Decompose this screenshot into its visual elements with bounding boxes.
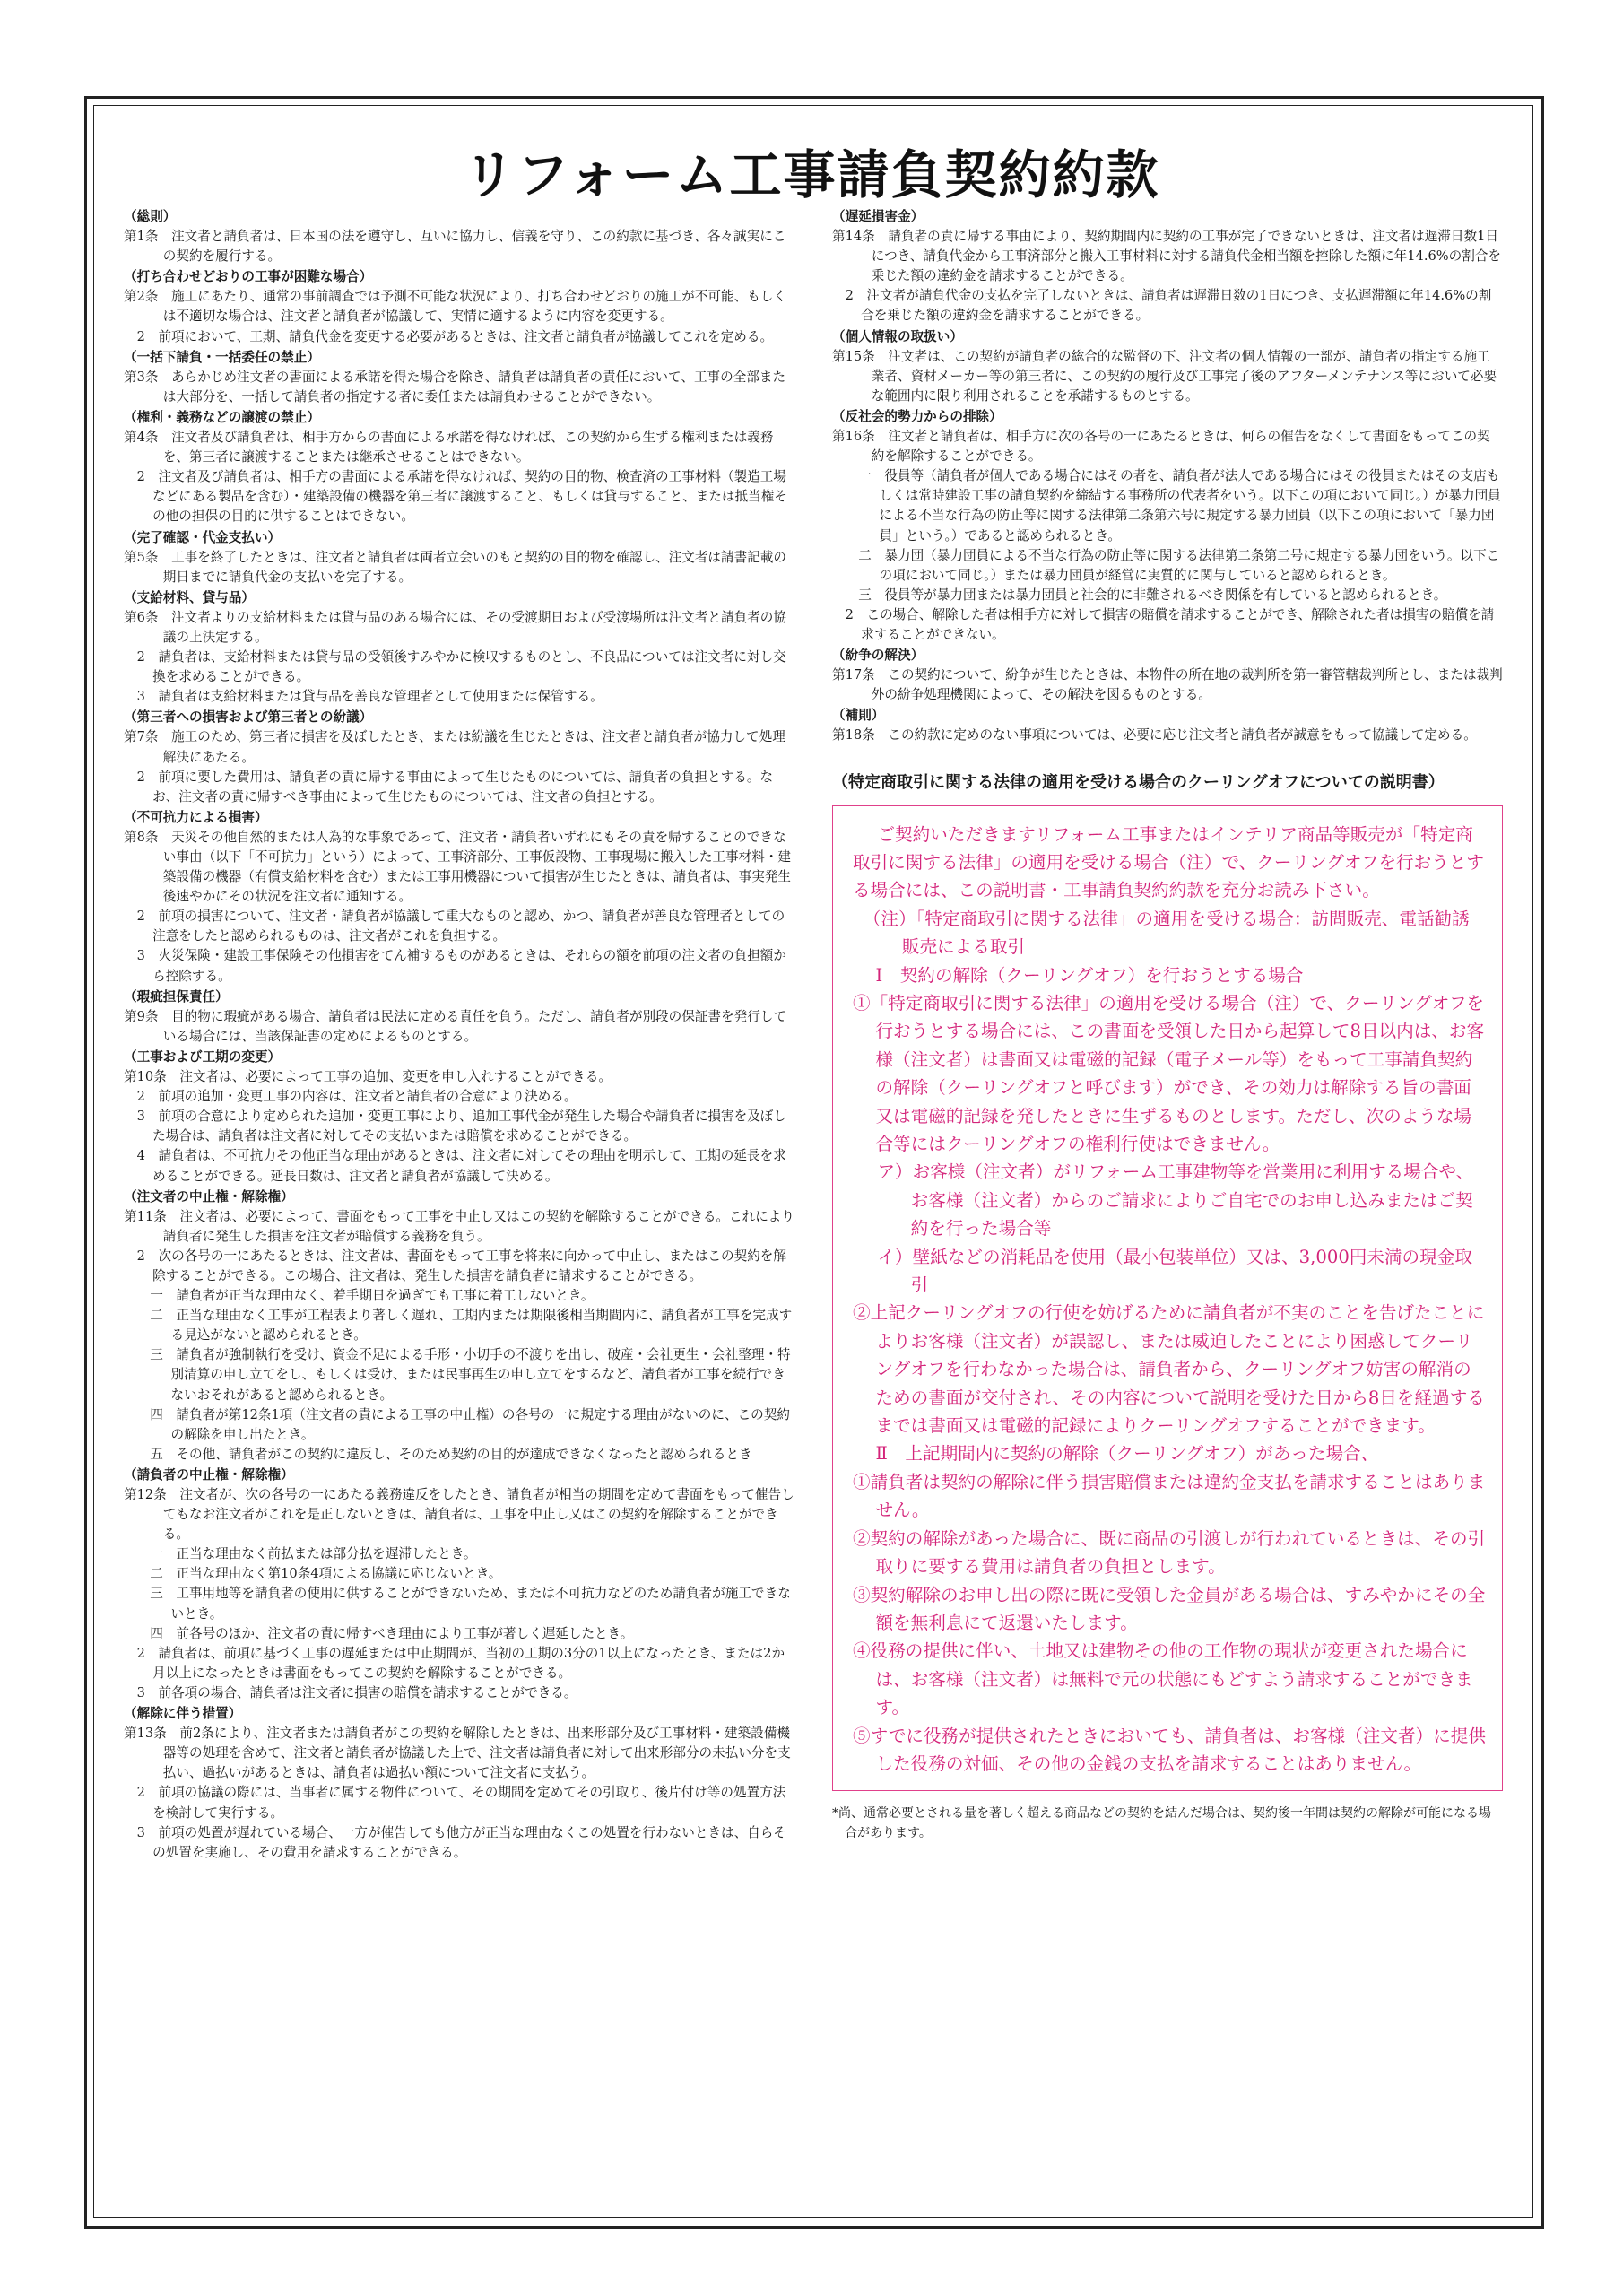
left-paragraph: 4 請負者は、不可抗力その他正当な理由があるときは、注文者に対してその理由を明示して、工期の延長を求めることができる。延長日数は、注文者と請負者が協議して決める。 [136,1148,786,1184]
left-paragraph: 三 請負者が強制執行を受け、資金不足による手形・小切手の不渡りを出し、破産・会社更生・会社整理・特別清算の申し立てをし、もしくは受け、または民事再生の申し立てをするなど、請負者が工事を続行できないおそれがあると認められるとき。 [150,1347,791,1403]
left-section-heading: （一括下請負・一括委任の禁止） [124,349,320,365]
right-paragraph: 三 役員等が暴力団または暴力団員と社会的に非難されるべき関係を有していると認められるとき。 [858,587,1447,603]
left-paragraph: 第10条 注文者は、必要によって工事の追加、変更を申し入れすることができる。 [124,1069,612,1085]
left-paragraph: 四 前各号のほか、注文者の責に帰すべき理由により工事が著しく遅延したとき。 [150,1625,634,1641]
right-paragraph: 二 暴力団（暴力団員による不当な行為の防止等に関する法律第二条第二号に規定する暴力団をいう。以下この項において同じ。）または暴力団員が経営に実質的に関与していると認められるとき。 [858,547,1500,583]
left-paragraph: 第9条 目的物に瑕疵がある場合、請負者は民法に定める責任を負う。ただし、請負者が別段の保証書を発行している場合には、当該保証書の定めによるものとする。 [124,1008,786,1044]
left-paragraph: 2 請負者は、前項に基づく工事の遅延または中止期間が、当初の工期の3分の1以上になったとき、または2か月以上になったときは書面をもってこの契約を解除することができる。 [136,1645,785,1681]
left-section-heading: （第三者への損害および第三者との紛議） [124,709,373,726]
right-paragraph: 第14条 請負者の責に帰する事由により、契約期間内に契約の工事が完了できないときは、注文者は遅滞日数1日につき、請負代金から工事済部分と搬入工事材料に対する請負代金相当額を控除した額に年14.6%の割合を乗じた額の違約金を請求することができる。 [832,229,1502,284]
left-paragraph: 2 前項の損害について、注文者・請負者が協議して重大なものと認め、かつ、請負者が善良な管理者としての注意をしたと認められるものは、注文者がこれを負担する。 [136,909,785,944]
document-title: リフォーム工事請負契約約款 [463,144,1160,205]
left-section-heading: （注文者の中止権・解除権） [124,1188,294,1205]
cooling-off-item: ③契約解除のお申し出の際に既に受領した金員がある場合は、すみやかにその全額を無利息にて返還いたします。 [853,1584,1486,1633]
left-paragraph: 二 正当な理由なく工事が工程表より著しく遅れ、工期内または期限後相当期間内に、請負者が工事を完成する見込がないと認められるとき。 [150,1308,793,1344]
left-section-heading: （総則） [124,209,177,224]
right-section-heading: （遅延損害金） [832,209,924,224]
right-section-heading: （紛争の解決） [832,648,924,664]
left-paragraph: 2 注文者及び請負者は、相手方の書面による承諾を得なければ、契約の目的物、検査済の工事材料（製造工場などにある製品を含む）・建築設備の機器を第三者に譲渡すること、もしくは貸与すること、または抵当権その他の担保の目的に供することはできない。 [136,469,787,525]
right-paragraph: 第16条 注文者と請負者は、相手方に次の各号の一にあたるときは、何らの催告をなくして書面をもってこの契約を解除することができる。 [832,429,1490,465]
left-paragraph: 2 前項の追加・変更工事の内容は、注文者と請負者の合意により決める。 [136,1089,577,1105]
cooling-off-box [832,805,1503,1792]
left-paragraph: 第11条 注文者は、必要によって、書面をもって工事を中止し又はこの契約を解除することができる。これにより請負者に発生した損害を注文者が賠償する義務を負う。 [124,1208,794,1244]
left-paragraph: 第1条 注文者と請負者は、日本国の法を遵守し、互いに協力し、信義を守り、この約款に基づき、各々誠実にこの契約を履行する。 [124,229,786,265]
left-paragraph: 3 火災保険・建設工事保険その他損害をてん補するものがあるときは、それらの額を前項の注文者の負担額から控除する。 [136,948,786,984]
cooling-off-item: ①請負者は契約の解除に伴う損害賠償または違約金支払を請求することはありません。 [853,1471,1486,1521]
left-section-heading: （不可抗力による損害） [124,809,268,825]
left-column [124,206,796,1863]
left-paragraph: 3 前項の処置が遅れている場合、一方が催告しても他方が正当な理由なくこの処置を行わないときは、自らその処置を実施し、その費用を請求することができる。 [136,1824,786,1860]
left-section-heading: （請負者の中止権・解除権） [124,1466,294,1483]
cooling-off-footnote: *尚、通常必要とされる量を著しく超える商品などの契約を結んだ場合は、契約後一年間は契約の解除が可能になる場合があります。 [832,1806,1491,1841]
left-paragraph: 一 請負者が正当な理由なく、着手期日を過ぎても工事に着工しないとき。 [150,1288,595,1304]
right-paragraph: 第18条 この約款に定めのない事項については、必要に応じ注文者と請負者が誠意をもって協議して定める。 [832,727,1477,744]
left-paragraph: 3 前項の合意により定められた追加・変更工事により、追加工事代金が発生した場合や請負者に損害を及ぼした場合は、請負者は注文者に対してその支払いまたは賠償を求めることができる。 [136,1109,786,1144]
left-paragraph: 第4条 注文者及び請負者は、相手方からの書面による承諾を得なければ、この契約から生ずる権利または義務を、第三者に譲渡することまたは継承させることはできない。 [124,430,774,465]
cooling-off-note: （注）「特定商取引に関する法律」の適用を受ける場合：訪問販売、電話勧誘販売による取引 [863,908,1470,958]
cooling-off-item: ②上記クーリングオフの行使を妨げるために請負者が不実のことを告げたことによりお客様（注文者）が誤認し、または威迫したことにより困惑してクーリングオフを行わなかった場合は、請負者から、クーリングオフ妨害の解消のための書面が交付され、その内容について説明を受けた日から8日を経過するまでは書面又は電磁的記録によりクーリングオフすることができます。 [853,1302,1485,1437]
left-section-heading: （完了確認・代金支払い） [124,529,282,545]
cooling-off-item-sub: ア）お客様（注文者）がリフォーム工事建物等を営業用に利用する場合や、お客様（注文者）からのご請求によりご自宅でのお申し込みまたはご契約を行った場合等 [877,1161,1474,1239]
right-paragraph: 第15条 注文者は、この契約が請負者の総合的な監督の下、注文者の個人情報の一部が、請負者の指定する施工業者、資材メーカー等の第三者に、この契約の履行及び工事完了後のアフターメンテナンス等において必要な範囲内に限り利用されることを承諾するものとする。 [832,348,1497,404]
left-section-heading: （支給材料、貸与品） [124,589,255,605]
right-section-heading: （反社会的勢力からの排除） [832,408,1002,424]
left-paragraph: 第12条 注文者が、次の各号の一にあたる義務違反をしたとき、請負者が相当の期間を定めて書面をもって催告してもなお注文者がこれを是正しないときは、請負者は、工事を中止し又はこの契約を解除することができる。 [124,1487,794,1543]
left-section-heading: （瑕疵担保責任） [124,988,229,1004]
right-paragraph: 2 この場合、解除した者は相手方に対して損害の賠償を請求することができ、解除された者は損害の賠償を請求することができない。 [845,606,1495,642]
left-paragraph: 2 前項において、工期、請負代金を変更する必要があるときは、注文者と請負者が協議してこれを定める。 [136,328,774,344]
left-paragraph: 第8条 天災その他自然的または人為的な事象であって、注文者・請負者いずれにもその責を帰することのできない事由（以下「不可抗力」という）によって、工事済部分、工事仮設物、工事現場に搬入した工事材料・建築設備の機器（有償支給材料を含む）または工事用機器について損害が生じたときは、請負者は、事実発生後速やかにその状況を注文者に通知する。 [124,829,792,905]
left-section-heading: （解除に伴う措置） [124,1706,242,1722]
left-paragraph: 一 正当な理由なく前払または部分払を遅滞したとき。 [150,1546,477,1562]
cooling-off-item: ④役務の提供に伴い、土地又は建物その他の工作物の現状が変更された場合には、お客様（注文者）は無料で元の状態にもどすよう請求することができます。 [853,1640,1473,1718]
right-paragraph: 第17条 この契約について、紛争が生じたときは、本物件の所在地の裁判所を第一審管轄裁判所とし、または裁判外の紛争処理機関によって、その解決を図るものとする。 [832,667,1503,703]
cooling-off-h1: Ⅱ 上記期間内に契約の解除（クーリングオフ）があった場合、 [875,1443,1379,1465]
cooling-off-item: ①「特定商取引に関する法律」の適用を受ける場合（注）で、クーリングオフを行おうとする場合には、この書面を受領した日から起算して8日以内は、お客様（注文者）は書面又は電磁的記録（電子メール等）をもって工事請負契約の解除（クーリングオフと呼びます）ができ、その効力は解除する旨の書面又は電磁的記録を発したときに生ずるものとします。ただし、次のような場合等にはクーリングオフの権利行使はできません。 [853,992,1485,1154]
right-paragraph: 2 注文者が請負代金の支払を完了しないときは、請負者は遅滞日数の1日につき、支払遅滞額に年14.6%の割合を乗じた額の違約金を請求することができる。 [845,288,1492,324]
cooling-off-item: ⑤すでに役務が提供されたときにおいても、請負者は、お客様（注文者）に提供した役務の対価、その他の金銭の支払を請求することはありません。 [853,1725,1486,1774]
left-paragraph: 2 次の各号の一にあたるときは、注文者は、書面をもって工事を将来に向かって中止し、またはこの契約を解除することができる。この場合、注文者は、発生した損害を請負者に請求することができる。 [136,1248,786,1283]
left-paragraph: 二 正当な理由なく第10条4項による協議に応じないとき。 [150,1566,502,1582]
right-column [832,206,1503,1843]
cooling-off-item-sub: イ）壁紙などの消耗品を使用（最小包装単位）又は、3,000円未満の現金取引 [877,1246,1472,1296]
left-paragraph: 2 請負者は、支給材料または貸与品の受領後すみやかに検収するものとし、不良品については注文者に対し交換を求めることができる。 [136,649,786,685]
left-paragraph: 三 工事用地等を請負者の使用に供することができないため、または不可抗力などのため請負者が施工できないとき。 [150,1586,791,1622]
cooling-off-item: ②契約の解除があった場合に、既に商品の引渡しが行われているときは、その引取りに要する費用は請負者の負担とします。 [853,1527,1486,1578]
left-paragraph: 3 請負者は支給材料または貸与品を善良な管理者として使用または保管する。 [136,689,603,705]
left-paragraph: 五 その他、請負者がこの契約に違反し、そのため契約の目的が達成できなくなったと認められるとき [150,1446,752,1462]
left-section-heading: （打ち合わせどおりの工事が困難な場合） [124,269,373,285]
right-paragraph: 一 役員等（請負者が個人である場合にはその者を、請負者が法人である場合にはその役員またはその支店もしくは常時建設工事の請負契約を締結する事務所の代表者をいう。以下この項において同じ。）が暴力団員による不当な行為の防止等に関する法律第二条第六号に規定する暴力団員（以下この項において「暴力団員」という。）であると認められるとき。 [858,468,1501,544]
left-paragraph: 2 前項に要した費用は、請負者の責に帰する事由によって生じたものについては、請負者の負担とする。なお、注文者の責に帰すべき事由によって生じたものについては、注文者の負担とする。 [136,769,774,804]
right-section-heading: （個人情報の取扱い） [832,328,963,344]
cooling-off-intro: ご契約いただきますリフォーム工事またはインテリア商品等販売が「特定商取引に関する法律」の適用を受ける場合（注）で、クーリングオフを行おうとする場合には、この説明書・工事請負契約約款を充分お読み下さい。 [853,823,1485,901]
left-paragraph: 第7条 施工のため、第三者に損害を及ぼしたとき、または紛議を生じたときは、注文者と請負者が協力して処理解決にあたる。 [124,729,785,765]
left-paragraph: 第3条 あらかじめ注文者の書面による承諾を得た場合を除き、請負者は請負者の責任において、工事の全部または大部分を、一括して請負者の指定する者に委任または請負わせることができない。 [124,369,786,404]
left-paragraph: 四 請負者が第12条1項（注文者の責による工事の中止権）の各号の一に規定する理由がないのに、この契約の解除を申し出たとき。 [150,1406,790,1442]
left-section-heading: （工事および工期の変更） [124,1048,282,1065]
left-paragraph: 第2条 施工にあたり、通常の事前調査では予測不可能な状況により、打ち合わせどおりの施工が不可能、もしくは不適切な場合は、注文者と請負者が協議して、実情に適するように内容を変更する。 [124,289,786,325]
right-articles [832,207,1503,746]
left-paragraph: 第6条 注文者よりの支給材料または貸与品のある場合には、その受渡期日および受渡場所は注文者と請負者の協議の上決定する。 [124,609,786,645]
left-section-heading: （権利・義務などの譲渡の禁止） [124,409,320,425]
left-paragraph: 第5条 工事を終了したときは、注文者と請負者は両者立会いのもと契約の目的物を確認し、注文者は請書記載の期日までに請負代金の支払いを完了する。 [124,549,786,585]
left-paragraph: 2 前項の協議の際には、当事者に属する物件について、その期間を定めてその引取り、後片付け等の処置方法を検討して実行する。 [136,1785,786,1821]
right-section-heading: （補則） [832,708,885,724]
left-paragraph: 3 前各項の場合、請負者は注文者に損害の賠償を請求することができる。 [136,1684,577,1700]
left-paragraph: 第13条 前2条により、注文者または請負者がこの契約を解除したときは、出来形部分及び工事材料・建築設備機器等の処理を含めて、注文者と請負者が協議した上で、注文者は請負者に対して出来形部分の未払い分を支払い、過払いがあるときは、請負者は過払い額について注文者に支払う。 [124,1726,791,1781]
cooling-off-h1: Ⅰ 契約の解除（クーリングオフ）を行おうとする場合 [875,964,1304,986]
cooling-off-title: （特定商取引に関する法律の適用を受ける場合のクーリングオフについての説明書） [832,772,1445,792]
